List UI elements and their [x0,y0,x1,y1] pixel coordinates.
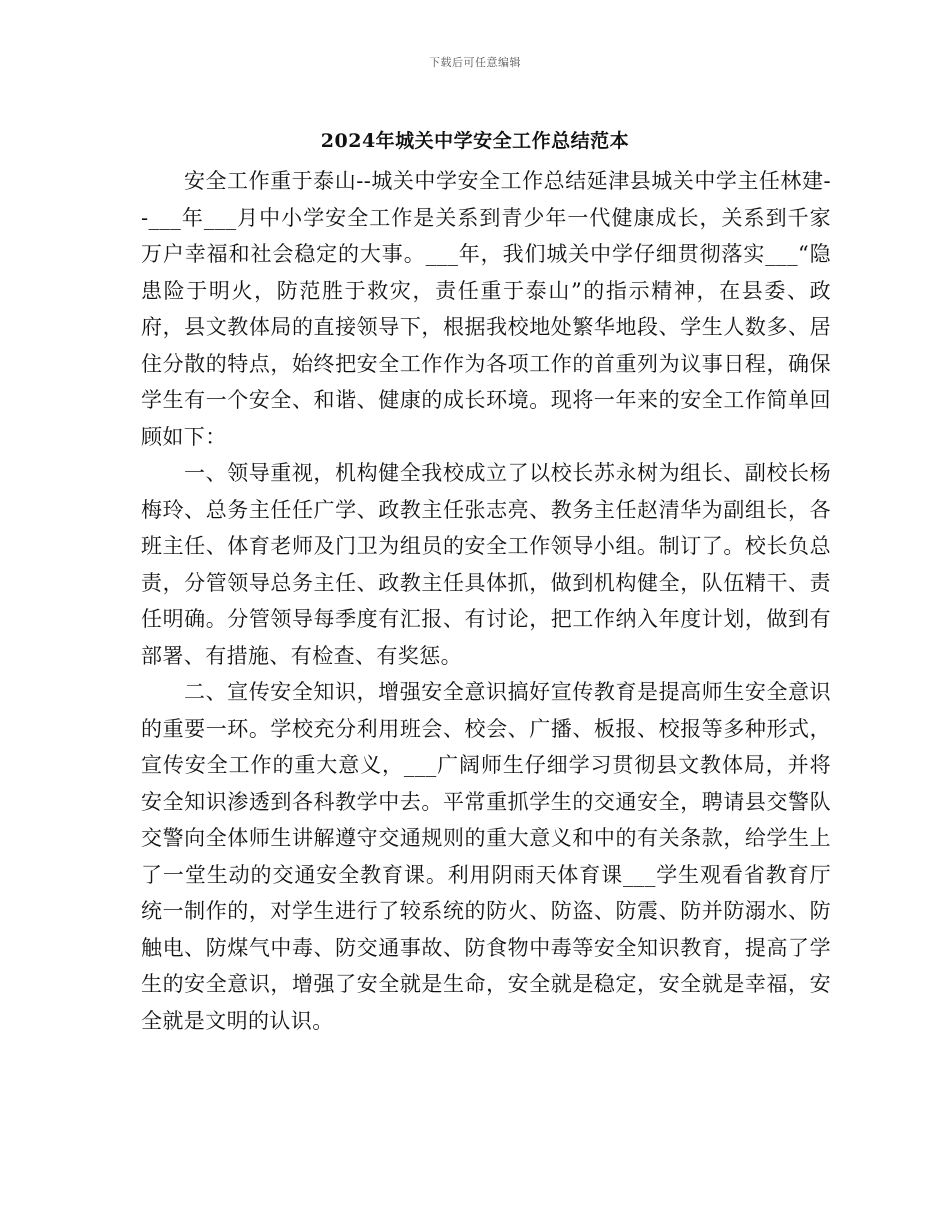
header-note: 下载后可任意编辑 [429,56,521,69]
paragraph-intro: 安全工作重于泰山--城关中学安全工作总结延津县城关中学主任林建--___年___月中小学安全工作是关系到青少年一代健康成长，关系到千家万户幸福和社会稳定的大事。___年，我们城关中学仔细贯彻落实___“隐患险于明火，防范胜于救灾，责任重于泰山”的指示精神，在县委、政府，县文教体局的直接领导下，根据我校地处繁华地段、学生人数多、居住分散的特点，始终把安全工作作为各项工作的首重列为议事日程，确保学生有一个安全、和谐、健康的成长环境。现将一年来的安全工作简单回顾如下： [141,169,831,449]
paragraph-safety-education: 二、宣传安全知识，增强安全意识搞好宣传教育是提高师生安全意识的重要一环。学校充分利用班会、校会、广播、板报、校报等多种形式，宣传安全工作的重大意义，___广阔师生仔细学习贯彻县文教体局，并将安全知识渗透到各科教学中去。平常重抓学生的交通安全，聘请县交警队交警向全体师生讲解遵守交通规则的重大意义和中的有关条款，给学生上了一堂生动的交通安全教育课。利用阴雨天体育课___学生观看省教育厅统一制作的，对学生进行了较系统的防火、防盗、防震、防并防溺水、防触电、防煤气中毒、防交通事故、防食物中毒等安全知识教育，提高了学生的安全意识，增强了安全就是生命，安全就是稳定，安全就是幸福，安全就是文明的认识。 [141,680,831,1033]
document-title: 2024年城关中学安全工作总结范本 [320,130,630,152]
document-body [141,163,831,1039]
paragraph-leadership: 一、领导重视，机构健全我校成立了以校长苏永树为组长、副校长杨梅玲、总务主任任广学、政教主任张志亮、教务主任赵清华为副组长，各班主任、体育老师及门卫为组员的安全工作领导小组。制订了。校长负总责，分管领导总务主任、政教主任具体抓，做到机构健全，队伍精干、责任明确。分管领导每季度有汇报、有讨论，把工作纳入年度计划，做到有部署、有措施、有检查、有奖惩。 [141,461,831,668]
